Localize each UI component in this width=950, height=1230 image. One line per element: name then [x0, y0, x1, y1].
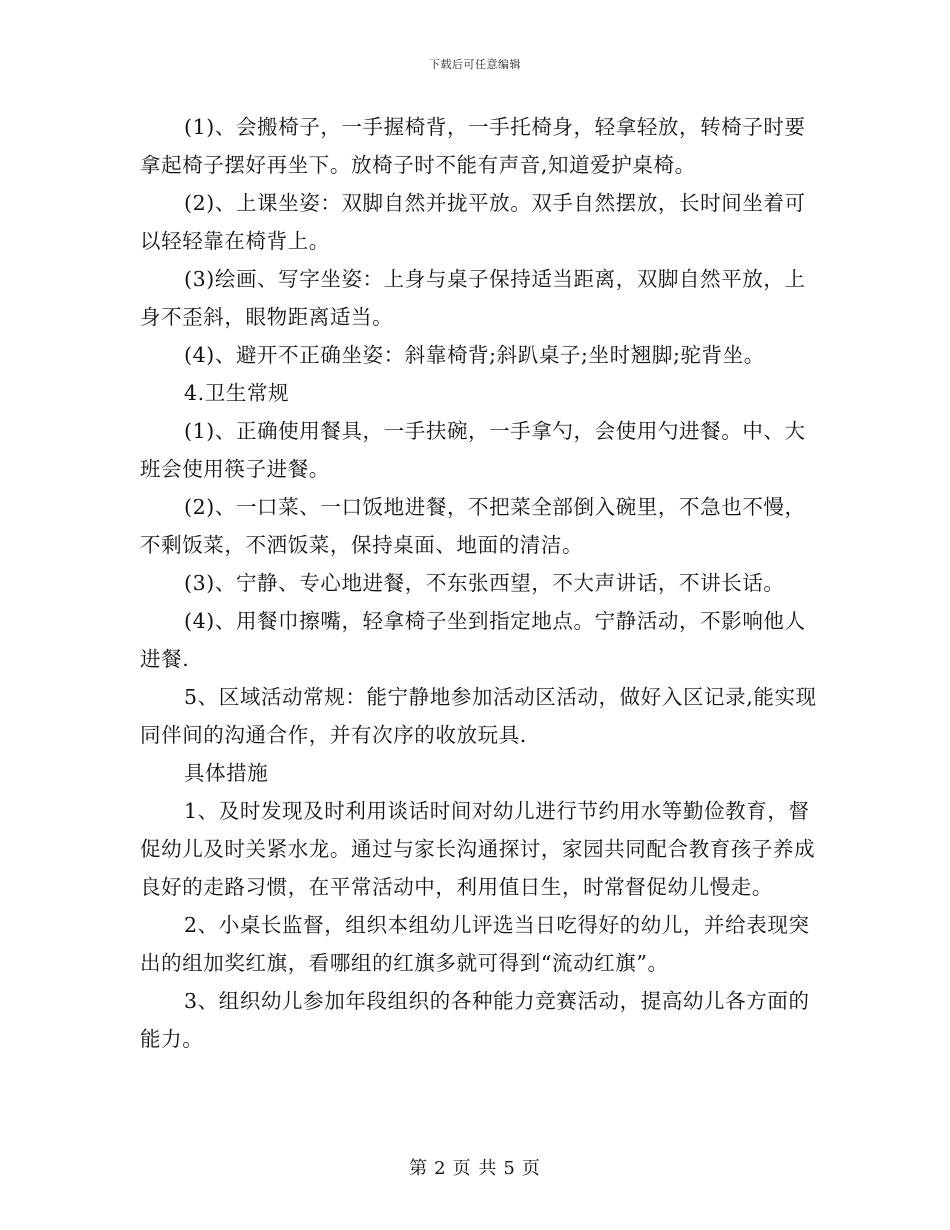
paragraph: 2、小桌长监督，组织本组幼儿评选当日吃得好的幼儿，并给表现突出的组加奖红旗，看哪组的红旗多就可得到“流动红旗”。 — [140, 913, 810, 975]
page-header: 下载后可任意编辑 — [429, 58, 521, 71]
paragraph: (2)、上课坐姿：双脚自然并拢平放。双手自然摆放，长时间坐着可以轻轻靠在椅背上。 — [140, 191, 806, 253]
paragraph: (3)、宁静、专心地进餐，不东张西望，不大声讲话，不讲长话。 — [184, 571, 785, 595]
paragraph: (4)、用餐巾擦嘴，轻拿椅子坐到指定地点。宁静活动，不影响他人进餐. — [140, 609, 806, 671]
section-heading: 4.卫生常规 — [184, 381, 290, 405]
paragraph: 3、组织幼儿参加年段组织的各种能力竞赛活动，提高幼儿各方面的能力。 — [140, 989, 810, 1051]
footer-prefix: 第 — [409, 1158, 429, 1179]
footer-total-pages: 5 — [503, 1158, 516, 1179]
footer-suffix: 页 — [521, 1158, 541, 1179]
paragraph: (2)、一口菜、一口饭地进餐，不把菜全部倒入碗里，不急也不慢，不剩饭菜，不洒饭菜，保持桌面、地面的清洁。 — [140, 495, 806, 557]
footer-middle: 页 共 — [452, 1158, 498, 1179]
paragraph: (3)绘画、写字坐姿：上身与桌子保持适当距离，双脚自然平放，上身不歪斜，眼物距离适当。 — [140, 267, 806, 329]
paragraph: (4)、避开不正确坐姿：斜靠椅背;斜趴桌子;坐时翘脚;驼背坐。 — [184, 343, 765, 367]
page-footer — [0, 1154, 950, 1180]
paragraph: (1)、正确使用餐具，一手扶碗，一手拿勺，会使用勺进餐。中、大班会使用筷子进餐。 — [140, 419, 806, 481]
document-body — [140, 108, 820, 1058]
footer-page-number: 2 — [434, 1158, 447, 1179]
paragraph: 1、及时发现及时利用谈话时间对幼儿进行节约用水等勤俭教育，督促幼儿及时关紧水龙。通过与家长沟通探讨，家园共同配合教育孩子养成良好的走路习惯，在平常活动中，利用值日生，时常督促幼儿慢走。 — [140, 799, 816, 899]
paragraph: 5、区域活动常规：能宁静地参加活动区活动，做好入区记录,能实现同伴间的沟通合作，并有次序的收放玩具. — [140, 685, 817, 747]
paragraph: (1)、会搬椅子，一手握椅背，一手托椅身，轻拿轻放，转椅子时要拿起椅子摆好再坐下。放椅子时不能有声音,知道爱护桌椅。 — [140, 115, 806, 177]
section-heading: 具体措施 — [184, 761, 269, 785]
